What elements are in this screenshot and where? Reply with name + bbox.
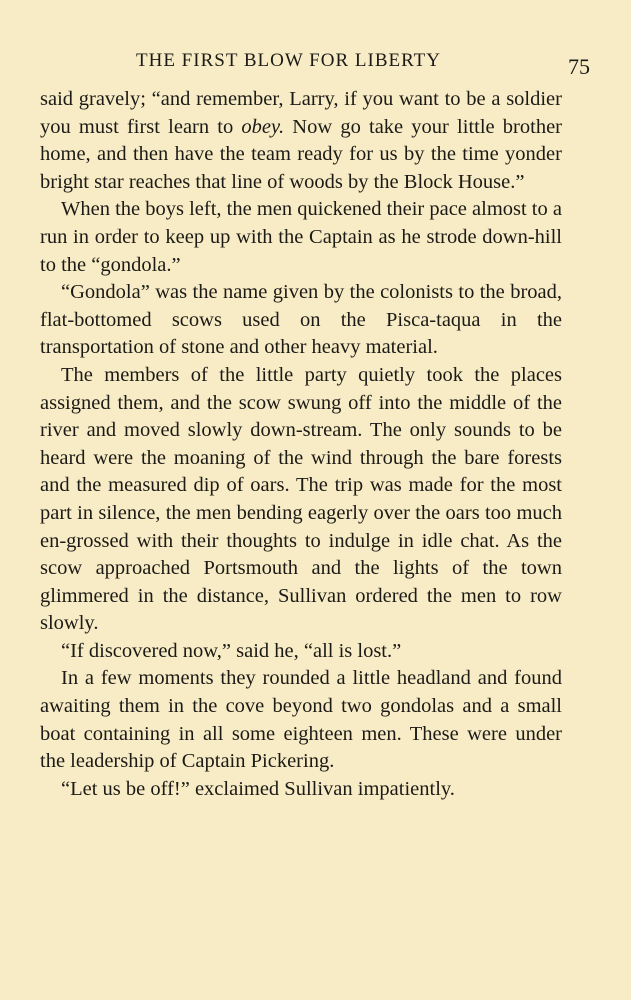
running-head [40,50,590,78]
running-title: THE FIRST BLOW FOR LIBERTY [136,50,441,71]
paragraph-3: “Gondola” was the name given by the colonists to the broad, flat-bottomed scows used on the Pisca-taqua in the transportation of stone and other heavy material. [40,281,562,359]
paragraph-1-text-after: Now go take your little brother home, and then have the team ready for us by the time yonder bright star reaches that line of woods by the Block House.” [40,115,563,193]
paragraph-7: “Let us be off!” exclaimed Sullivan impatiently. [61,777,455,800]
emphasis-obey: obey. [241,115,285,138]
paragraph-1 [40,86,562,196]
paragraph-1-text-before: said gravely; “and remember, Larry, if you want to be a soldier you must first learn to [40,88,562,138]
page-number: 75 [568,54,590,79]
paragraph-6: In a few moments they rounded a little headland and found awaiting them in the cove beyond two gondolas and a small boat containing in all some eighteen men. These were under the leadership of Captain Pickering. [40,667,562,773]
paragraph-2: When the boys left, the men quickened their pace almost to a run in order to keep up with the Captain as he strode down-hill to the “gondola.” [40,198,562,276]
paragraph-4: The members of the little party quietly took the places assigned them, and the scow swung off into the middle of the river and moved slowly down-stream. The only sounds to be heard were the moaning of the wind through the bare forests and the measured dip of oars. The trip was made for the most part in silence, the men bending eagerly over the oars too much en-grossed with their thoughts to indulge in idle chat. As the scow approached Portsmouth and the lights of the town glimmered in the distance, Sullivan ordered the men to row slowly. [40,363,562,635]
paragraph-5: “If discovered now,” said he, “all is lost.” [61,639,402,662]
body-text [40,86,562,803]
